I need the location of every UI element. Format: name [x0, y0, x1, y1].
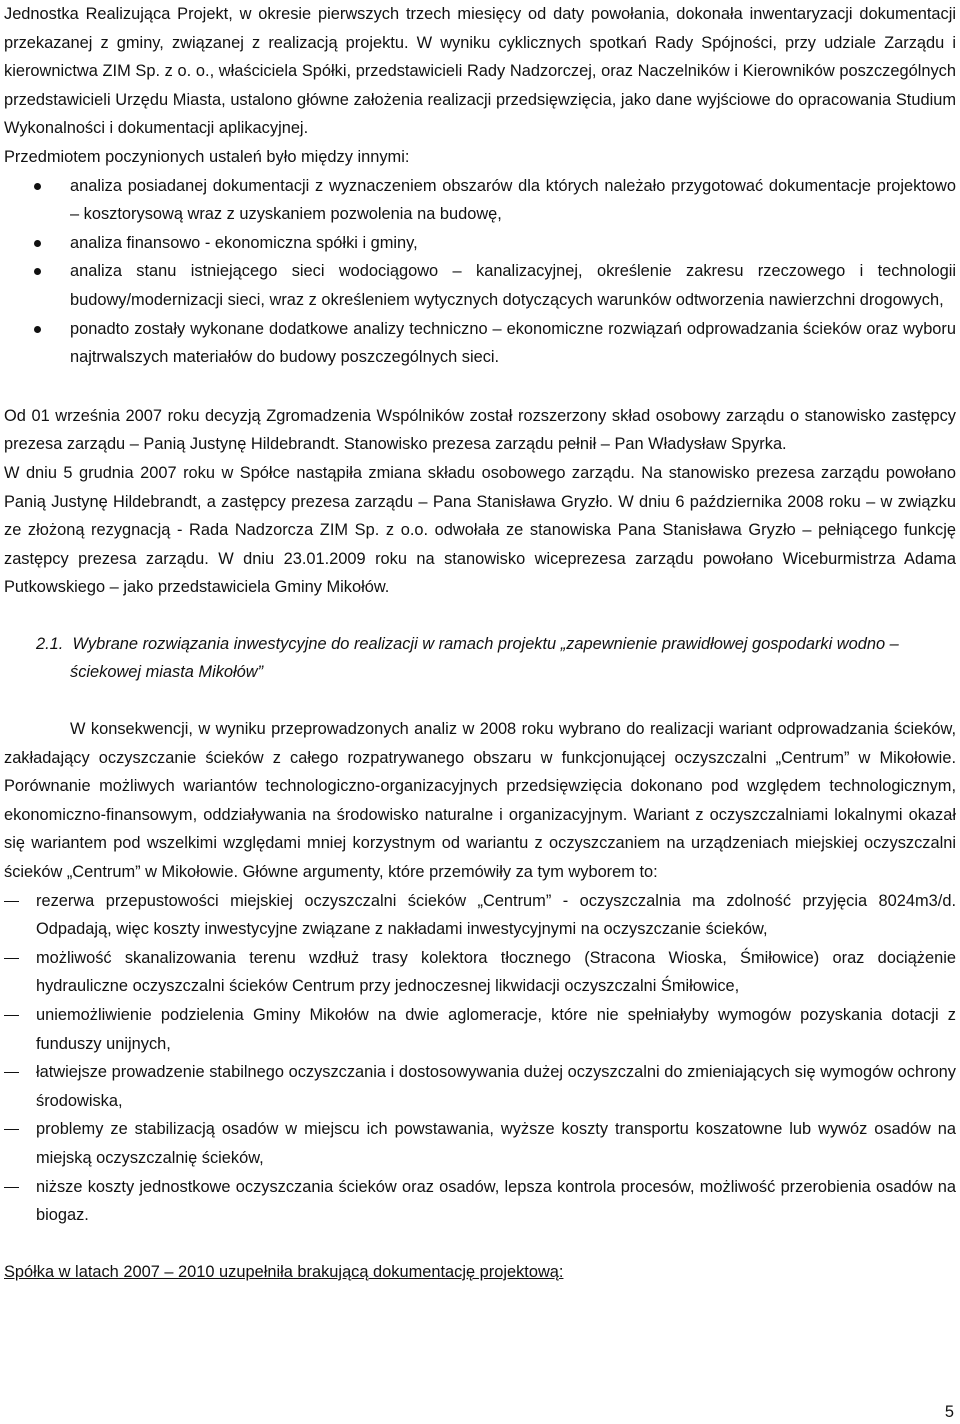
dash-icon [4, 1129, 19, 1130]
section-title: Wybrane rozwiązania inwestycyjne do realizacji w ramach projektu „zapewnienie prawidłowej gospodarki wodno – ściekowej miasta Mikołów” [70, 634, 899, 682]
argument-item: rezerwa przepustowości miejskiej oczyszczalni ścieków „Centrum” - oczyszczalnia ma zdolność przyjęcia 8024m3/d. Odpadają, więc koszty inwestycyjne związane z nakładami inwestycyjnymi na oczyszczanie ścieków, [4, 887, 956, 944]
arguments-list [4, 887, 956, 1230]
bullet-item: ponadto zostały wykonane dodatkowe analizy techniczno – ekonomiczne rozwiązań odprowadzania ścieków oraz wyboru najtrwalszych materiałów do budowy poszczególnych sieci. [4, 315, 956, 372]
bullet-icon [34, 240, 41, 247]
argument-item: niższe koszty jednostkowe oczyszczania ścieków oraz osadów, lepsza kontrola procesów, możliwość przerobienia osadów na biogaz. [4, 1173, 956, 1230]
argument-item: łatwiejsze prowadzenie stabilnego oczyszczania i dostosowywania dużej oczyszczalni do zmieniających się wymogów ochrony środowiska, [4, 1058, 956, 1115]
dash-icon [4, 958, 19, 959]
bullet-item: analiza stanu istniejącego sieci wodociągowo – kanalizacyjnej, określenie zakresu rzeczowego i technologii budowy/modernizacji sieci, wraz z określeniem wytycznych dotyczących warunków odtworzenia nawierzchni drogowych, [4, 257, 956, 314]
intro-lead-in: Przedmiotem poczynionych ustaleń było między innymi: [4, 147, 410, 166]
section-number: 2.1. [36, 634, 64, 653]
board-paragraph-2: W dniu 5 grudnia 2007 roku w Spółce nastąpiła zmiana składu osobowego zarządu. Na stanowisko prezesa zarządu powołano Panią Justynę Hildebrandt, a zastępcy prezesa zarządu – Pana Stanisława Gryzło. W dniu 6 października 2008 roku – w związku ze złożoną rezygnacją - Rada Nadzorcza ZIM Sp. z o.o. odwołała ze stanowiska Pana Stanisława Gryzło – pełniącego funkcję zastępcy prezesa zarządu. W dniu 23.01.2009 roku na stanowisko wiceprezesa zarządu powołano Wiceburmistrza Adama Putkowskiego – jako przedstawiciela Gminy Mikołów. [4, 463, 956, 597]
section-heading [4, 630, 956, 687]
argument-item: problemy ze stabilizacją osadów w miejscu ich powstawania, wyższe koszty transportu koszatowne lub wywóz osadów na miejską oczyszczalnię ścieków, [4, 1115, 956, 1172]
intro-paragraph: Jednostka Realizująca Projekt, w okresie pierwszych trzech miesięcy od daty powołania, dokonała inwentaryzacji dokumentacji przekazanej z gminy, związanej z realizacją projektu. W wyniku cyklicznych spotkań Rady Spójności, przy udziale Zarządu i kierownictwa ZIM Sp. z o. o., właściciela Spółki, przedstawicieli Rady Nadzorczej, oraz Naczelników i Kierowników poszczególnych przedstawicieli Urzędu Miasta, ustalono główne założenia realizacji przedsięwzięcia, jako dane wyjściowe do opracowania Studium Wykonalności i dokumentacji aplikacyjnej. [4, 5, 956, 138]
bullet-item: analiza finansowo - ekonomiczna spółki i gminy, [4, 229, 956, 258]
bullet-item: analiza posiadanej dokumentacji z wyznaczeniem obszarów dla których należało przygotować dokumentacje projektowo – kosztorysową wraz z uzyskaniem pozwolenia na budowę, [4, 172, 956, 229]
closing-heading: Spółka w latach 2007 – 2010 uzupełniła brakującą dokumentację projektową: [4, 1262, 564, 1281]
dash-icon [4, 1015, 19, 1016]
document-page [4, 0, 956, 1286]
dash-icon [4, 1072, 19, 1073]
argument-item: możliwość skanalizowania terenu wzdłuż trasy kolektora tłocznego (Stracona Wioska, Śmiłowice) oraz dociążenie hydrauliczne oczyszczalni ścieków Centrum przy jednoczesnej likwidacji oczyszczalni Śmiłowice, [4, 944, 956, 1001]
board-paragraph-1: Od 01 września 2007 roku decyzją Zgromadzenia Wspólników został rozszerzony skład osobowy zarządu o stanowisko zastępcy prezesa zarządu – Panią Justynę Hildebrandt. Stanowisko prezesa zarządu pełnił – Pan Władysław Spyrka. [4, 406, 956, 454]
argument-item: uniemożliwienie podzielenia Gminy Mikołów na dwie aglomeracje, które nie spełniałyby wymogów pozyskania dotacji z funduszy unijnych, [4, 1001, 956, 1058]
bullet-list [4, 172, 956, 372]
analysis-paragraph: W konsekwencji, w wyniku przeprowadzonych analiz w 2008 roku wybrano do realizacji wariant odprowadzania ścieków, zakładający oczyszczanie ścieków z całego rozpatrywanego obszaru w funkcjonującej oczyszczalni „Centrum” w Mikołowie. Porównanie możliwych wariantów technologiczno-organizacyjnych przedsięwzięcia dokonano pod względem technologicznym, ekonomiczno-finansowym, oddziaływania na środowisko naturalne i organizacyjnym. Wariant z oczyszczalniami lokalnymi okazał się wariantem pod wszelkimi względami mniej korzystnym od wariantu z oczyszczaniem na urządzeniach miejskiej oczyszczalni ścieków „Centrum” w Mikołowie. Główne argumenty, które przemówiły za tym wyborem to: [4, 720, 956, 882]
bullet-icon [34, 183, 41, 190]
dash-icon [4, 1187, 19, 1188]
dash-icon [4, 901, 19, 902]
bullet-icon [34, 268, 41, 275]
bullet-icon [34, 326, 41, 333]
page-number: 5 [944, 1403, 954, 1421]
